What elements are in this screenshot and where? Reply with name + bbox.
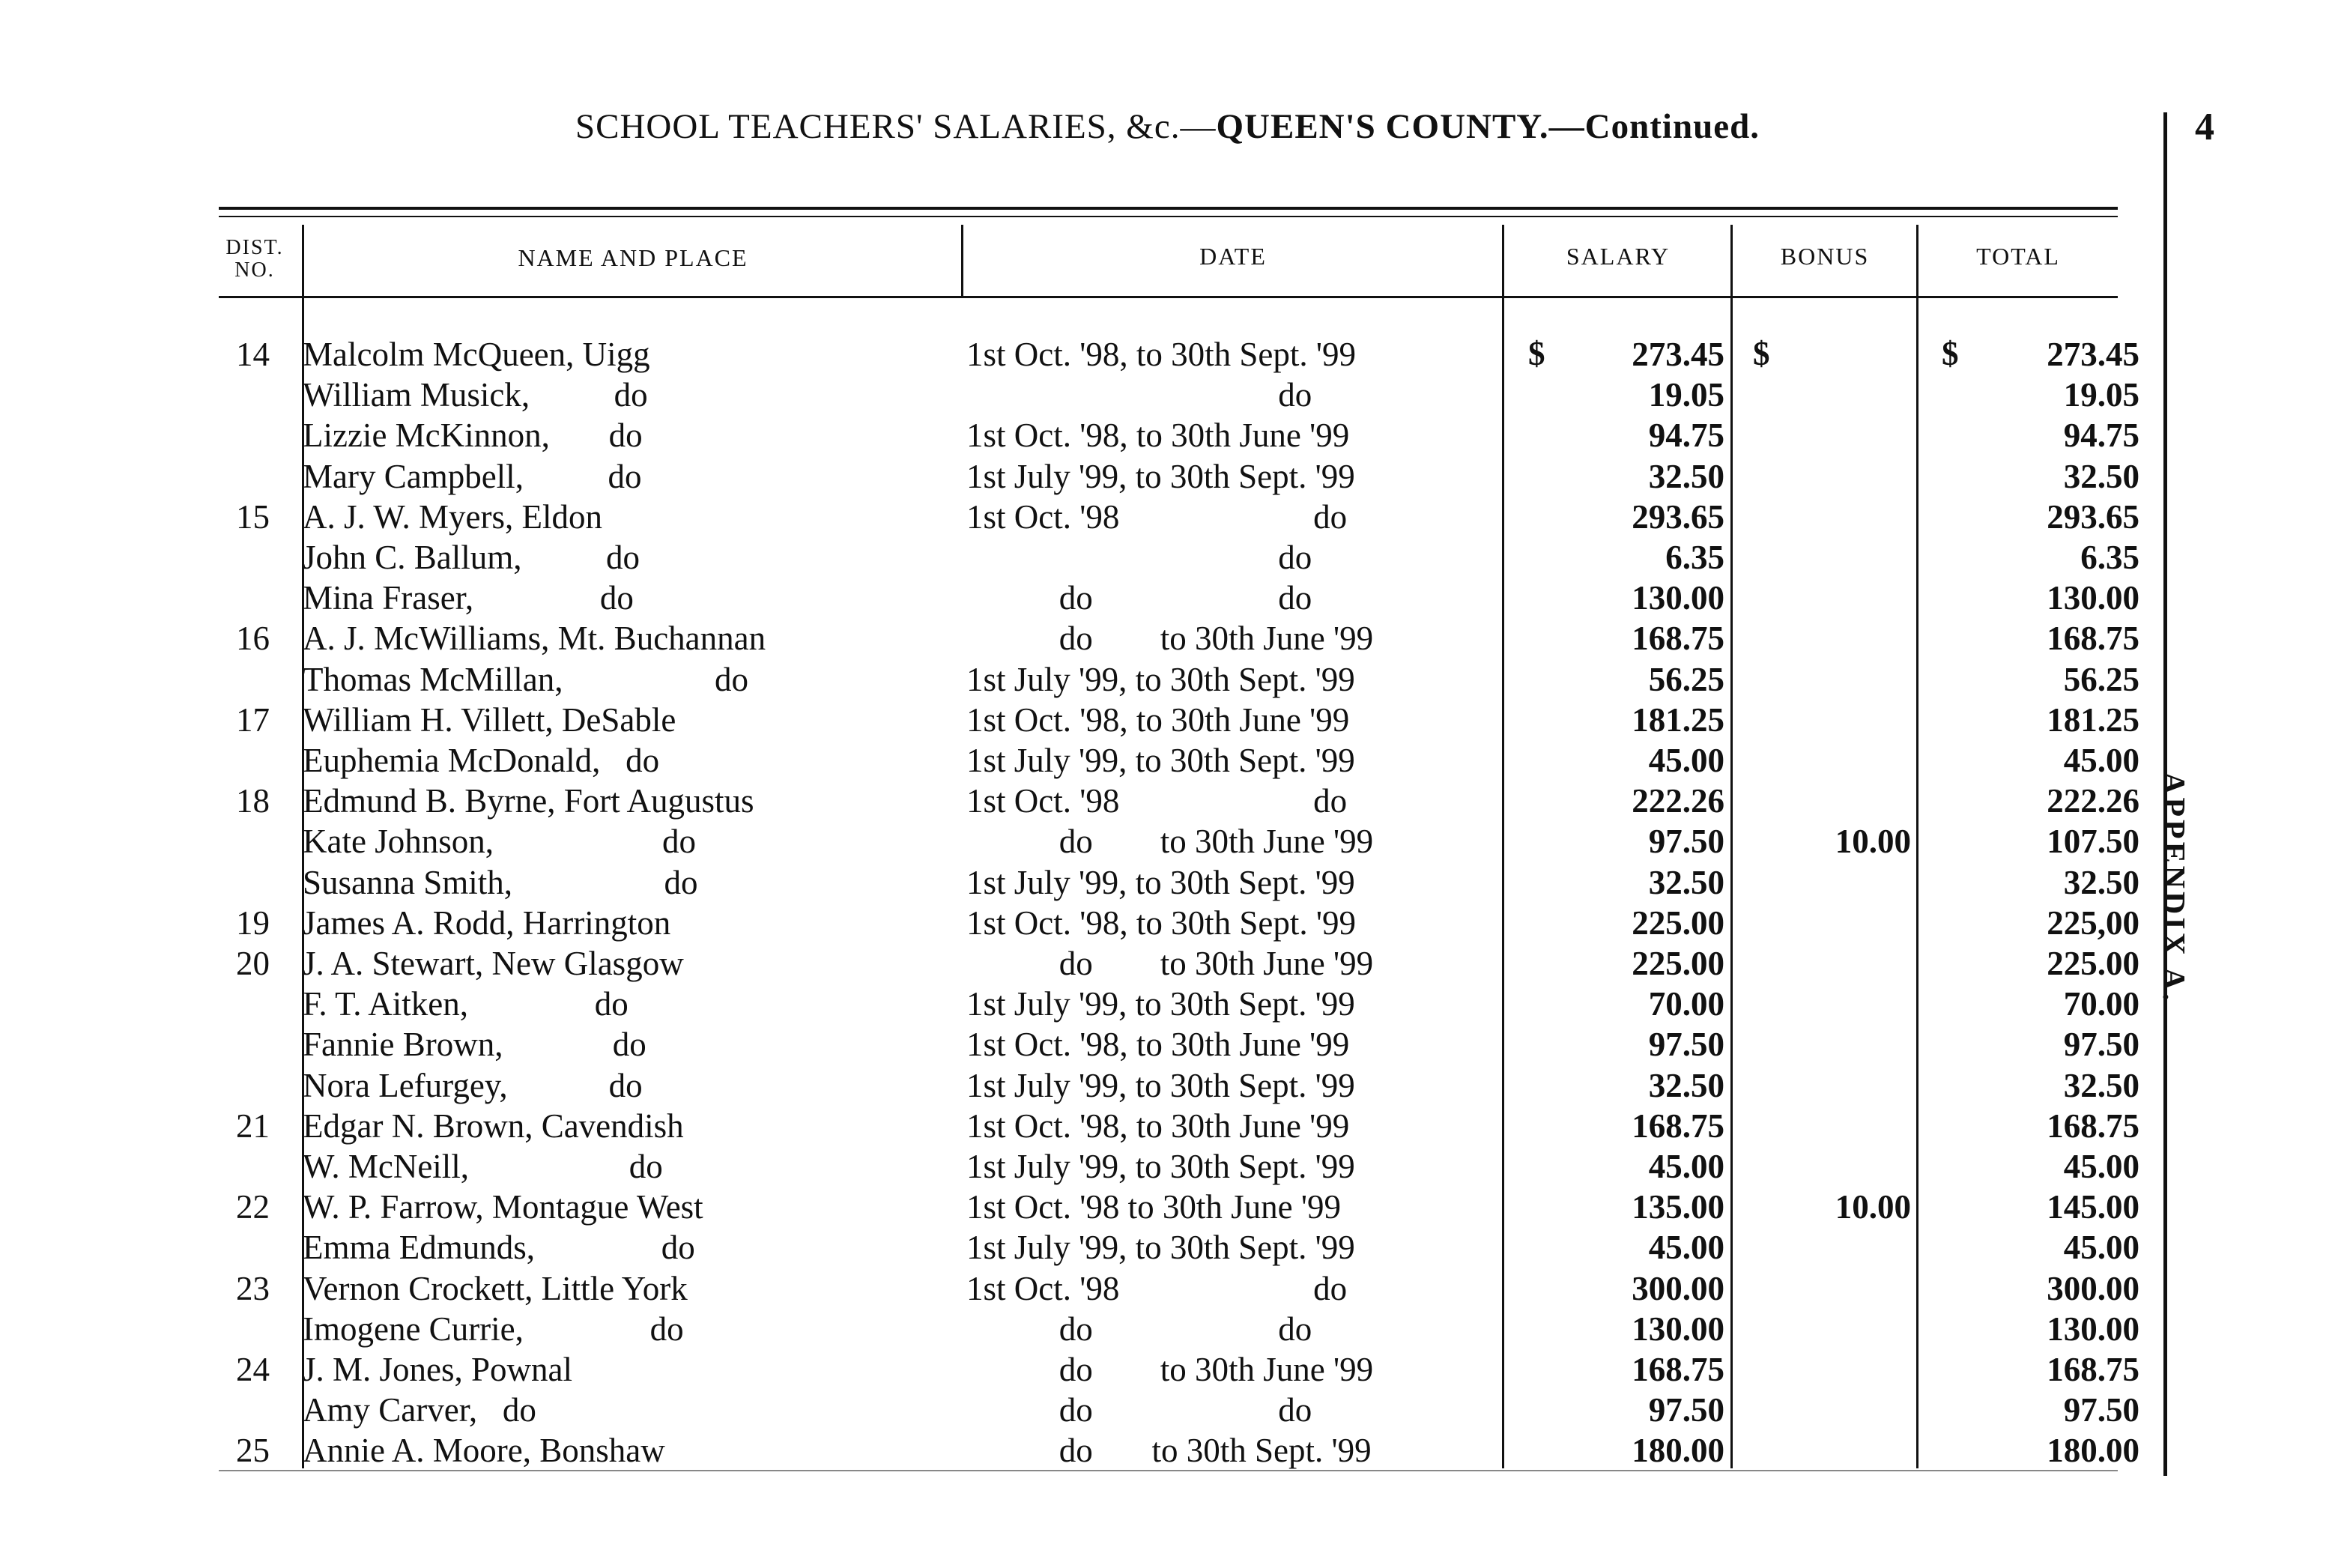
bonus-cell: 10.00 — [1835, 1188, 1911, 1226]
dist-cell: 15 — [236, 497, 270, 536]
name-cell: Emma Edmunds, do — [303, 1229, 695, 1267]
name-cell: F. T. Aitken, do — [303, 985, 629, 1023]
dist-cell: 23 — [236, 1269, 270, 1307]
salary-cell: 130.00 — [1632, 579, 1724, 617]
salary-cell: 300.00 — [1632, 1269, 1724, 1307]
date-cell: 1st Oct. '98 do — [966, 497, 1348, 536]
date-cell: do do — [966, 1310, 1312, 1348]
date-cell: 1st Oct. '98 to 30th June '99 — [966, 1188, 1341, 1226]
total-cell: 32.50 — [2063, 1066, 2139, 1104]
date-cell: do do — [966, 1391, 1312, 1429]
date-cell: 1st Oct. '98 do — [966, 1269, 1348, 1307]
dist-cell: 22 — [236, 1188, 270, 1226]
date-cell: 1st July '99, to 30th Sept. '99 — [966, 1066, 1355, 1104]
date-cell: 1st July '99, to 30th Sept. '99 — [966, 457, 1355, 495]
dist-cell: 17 — [236, 700, 270, 739]
name-cell: John C. Ballum, do — [303, 539, 640, 576]
name-cell: Mary Campbell, do — [303, 457, 642, 495]
salary-cell: 293.65 — [1632, 497, 1724, 536]
total-cell: 107.50 — [2047, 823, 2139, 861]
name-cell: Euphemia McDonald, do — [303, 742, 660, 779]
header-top-rule — [219, 207, 2118, 210]
salary-cell: 273.45 — [1632, 336, 1724, 373]
date-cell: do to 30th June '99 — [966, 620, 1374, 658]
date-cell: do to 30th June '99 — [966, 1351, 1374, 1388]
salary-cell: 97.50 — [1648, 1026, 1724, 1064]
name-cell: Lizzie McKinnon, do — [303, 417, 643, 455]
name-cell: Vernon Crockett, Little York — [303, 1269, 688, 1307]
dist-cell: 21 — [236, 1107, 270, 1145]
salary-cell: 70.00 — [1648, 985, 1724, 1023]
total-cell: 6.35 — [2080, 539, 2139, 576]
salary-cell: 45.00 — [1648, 1148, 1724, 1185]
salary-cell: 32.50 — [1648, 457, 1724, 495]
date-cell: do to 30th June '99 — [966, 823, 1374, 861]
col-header-date: DATE — [1199, 243, 1267, 270]
dist-cell: 14 — [236, 336, 270, 373]
name-cell: Susanna Smith, do — [303, 863, 698, 901]
date-cell: 1st Oct. '98, to 30th Sept. '99 — [966, 336, 1356, 373]
total-cell: 56.25 — [2063, 660, 2139, 698]
total-cell: 19.05 — [2063, 376, 2139, 414]
page-title — [0, 106, 2335, 147]
date-cell: 1st July '99, to 30th Sept. '99 — [966, 863, 1355, 901]
col-sep-bonus — [1916, 225, 1918, 1468]
salary-cell: 45.00 — [1648, 742, 1724, 779]
dist-cell: 25 — [236, 1432, 270, 1470]
salary-cell: 135.00 — [1632, 1188, 1724, 1226]
salary-cell: 97.50 — [1648, 1391, 1724, 1429]
name-cell: Mina Fraser, do — [303, 579, 634, 617]
total-cell: 130.00 — [2047, 1310, 2139, 1348]
header-bottom-rule — [219, 296, 2118, 298]
total-cell: 293.65 — [2047, 497, 2139, 536]
col-sep-salary — [1730, 225, 1733, 1468]
col-header-total: TOTAL — [1976, 243, 2060, 270]
total-cell: 130.00 — [2047, 579, 2139, 617]
salary-cell: 6.35 — [1665, 539, 1724, 576]
name-cell: William Musick, do — [303, 376, 648, 414]
total-cell: 225.00 — [2047, 945, 2139, 982]
salary-cell: 32.50 — [1648, 1066, 1724, 1104]
total-cell: 45.00 — [2063, 1229, 2139, 1267]
name-cell: W. McNeill, do — [303, 1148, 663, 1185]
total-cell: 225,00 — [2047, 903, 2139, 942]
col-header-bonus: BONUS — [1780, 243, 1870, 270]
table-bottom-rule — [219, 1470, 2118, 1471]
col-sep-date — [1502, 225, 1504, 1468]
name-cell: A. J. McWilliams, Mt. Buchannan — [303, 620, 766, 658]
name-cell: Edgar N. Brown, Cavendish — [303, 1107, 684, 1145]
date-cell: do — [966, 539, 1312, 576]
dist-cell: 18 — [236, 782, 270, 820]
date-cell: 1st July '99, to 30th Sept. '99 — [966, 985, 1355, 1023]
date-cell: 1st July '99, to 30th Sept. '99 — [966, 660, 1355, 698]
col-header-name: NAME AND PLACE — [518, 244, 748, 271]
date-cell: do do — [966, 579, 1312, 617]
total-cell: 168.75 — [2047, 1351, 2139, 1388]
bonus-currency-symbol: $ — [1753, 335, 1770, 372]
name-cell: Thomas McMillan, do — [303, 660, 748, 698]
total-cell: 32.50 — [2063, 863, 2139, 901]
total-cell: 300.00 — [2047, 1269, 2139, 1307]
total-cell: 32.50 — [2063, 457, 2139, 495]
salary-cell: 181.25 — [1632, 700, 1724, 739]
total-cell: 181.25 — [2047, 700, 2139, 739]
name-cell: J. A. Stewart, New Glasgow — [303, 945, 684, 982]
date-cell: 1st Oct. '98, to 30th June '99 — [966, 700, 1350, 739]
date-cell: 1st July '99, to 30th Sept. '99 — [966, 1229, 1355, 1267]
salary-cell: 45.00 — [1648, 1229, 1724, 1267]
name-cell: Malcolm McQueen, Uigg — [303, 336, 650, 373]
total-currency-symbol: $ — [1942, 335, 1959, 372]
dist-cell: 24 — [236, 1351, 270, 1388]
header-top-rule-2 — [219, 216, 2118, 217]
salary-cell: 32.50 — [1648, 863, 1724, 901]
col-sep-name — [961, 225, 963, 296]
total-cell: 273.45 — [2047, 336, 2139, 373]
total-cell: 180.00 — [2047, 1432, 2139, 1470]
title-part-2: QUEEN'S COUNTY.—Continued. — [1216, 107, 1760, 146]
dist-cell: 19 — [236, 903, 270, 942]
salary-cell: 225.00 — [1632, 903, 1724, 942]
total-cell: 45.00 — [2063, 742, 2139, 779]
salary-cell: 94.75 — [1648, 417, 1724, 455]
date-cell: 1st Oct. '98, to 30th June '99 — [966, 1026, 1350, 1064]
salary-cell: 56.25 — [1648, 660, 1724, 698]
name-cell: Fannie Brown, do — [303, 1026, 646, 1064]
name-cell: Annie A. Moore, Bonshaw — [303, 1432, 665, 1470]
salary-cell: 222.26 — [1632, 782, 1724, 820]
bonus-cell: 10.00 — [1835, 823, 1911, 861]
page-number: 4 — [2195, 106, 2214, 148]
col-header-dist — [210, 237, 300, 282]
date-cell: 1st July '99, to 30th Sept. '99 — [966, 1148, 1355, 1185]
name-cell: W. P. Farrow, Montague West — [303, 1188, 703, 1226]
name-cell: Nora Lefurgey, do — [303, 1066, 643, 1104]
name-cell: Kate Johnson, do — [303, 823, 696, 861]
col-header-salary: SALARY — [1566, 243, 1671, 270]
date-cell: do — [966, 376, 1312, 414]
date-cell: 1st Oct. '98 do — [966, 782, 1348, 820]
date-cell: 1st Oct. '98, to 30th June '99 — [966, 1107, 1350, 1145]
salary-cell: 130.00 — [1632, 1310, 1724, 1348]
salary-cell: 180.00 — [1632, 1432, 1724, 1470]
salary-cell: 19.05 — [1648, 376, 1724, 414]
name-cell: Imogene Currie, do — [303, 1310, 684, 1348]
salary-cell: 168.75 — [1632, 1107, 1724, 1145]
date-cell: do to 30th June '99 — [966, 945, 1374, 982]
total-cell: 70.00 — [2063, 985, 2139, 1023]
salary-cell: 168.75 — [1632, 620, 1724, 658]
title-part-1: SCHOOL TEACHERS' SALARIES, &c.— — [575, 107, 1217, 146]
dist-cell: 16 — [236, 620, 270, 658]
total-cell: 222.26 — [2047, 782, 2139, 820]
name-cell: Edmund B. Byrne, Fort Augustus — [303, 782, 754, 820]
col-header-dist-line2: NO. — [234, 258, 275, 282]
col-header-dist-line1: DIST. — [225, 236, 284, 259]
name-cell: J. M. Jones, Pownal — [303, 1351, 573, 1388]
total-cell: 45.00 — [2063, 1148, 2139, 1185]
dist-cell: 20 — [236, 945, 270, 982]
date-cell: 1st Oct. '98, to 30th Sept. '99 — [966, 903, 1356, 942]
total-cell: 94.75 — [2063, 417, 2139, 455]
total-cell: 145.00 — [2047, 1188, 2139, 1226]
date-cell: 1st July '99, to 30th Sept. '99 — [966, 742, 1355, 779]
name-cell: A. J. W. Myers, Eldon — [303, 497, 603, 536]
total-cell: 168.75 — [2047, 1107, 2139, 1145]
salary-cell: 97.50 — [1648, 823, 1724, 861]
salary-currency-symbol: $ — [1528, 335, 1545, 372]
salary-cell: 225.00 — [1632, 945, 1724, 982]
date-cell: 1st Oct. '98, to 30th June '99 — [966, 417, 1350, 455]
appendix-label: APPENDIX A. — [2156, 772, 2190, 1005]
total-cell: 168.75 — [2047, 620, 2139, 658]
total-cell: 97.50 — [2063, 1026, 2139, 1064]
name-cell: James A. Rodd, Harrington — [303, 903, 671, 942]
salary-cell: 168.75 — [1632, 1351, 1724, 1388]
name-cell: William H. Villett, DeSable — [303, 700, 676, 739]
date-cell: do to 30th Sept. '99 — [966, 1432, 1372, 1470]
name-cell: Amy Carver, do — [303, 1391, 536, 1429]
total-cell: 97.50 — [2063, 1391, 2139, 1429]
